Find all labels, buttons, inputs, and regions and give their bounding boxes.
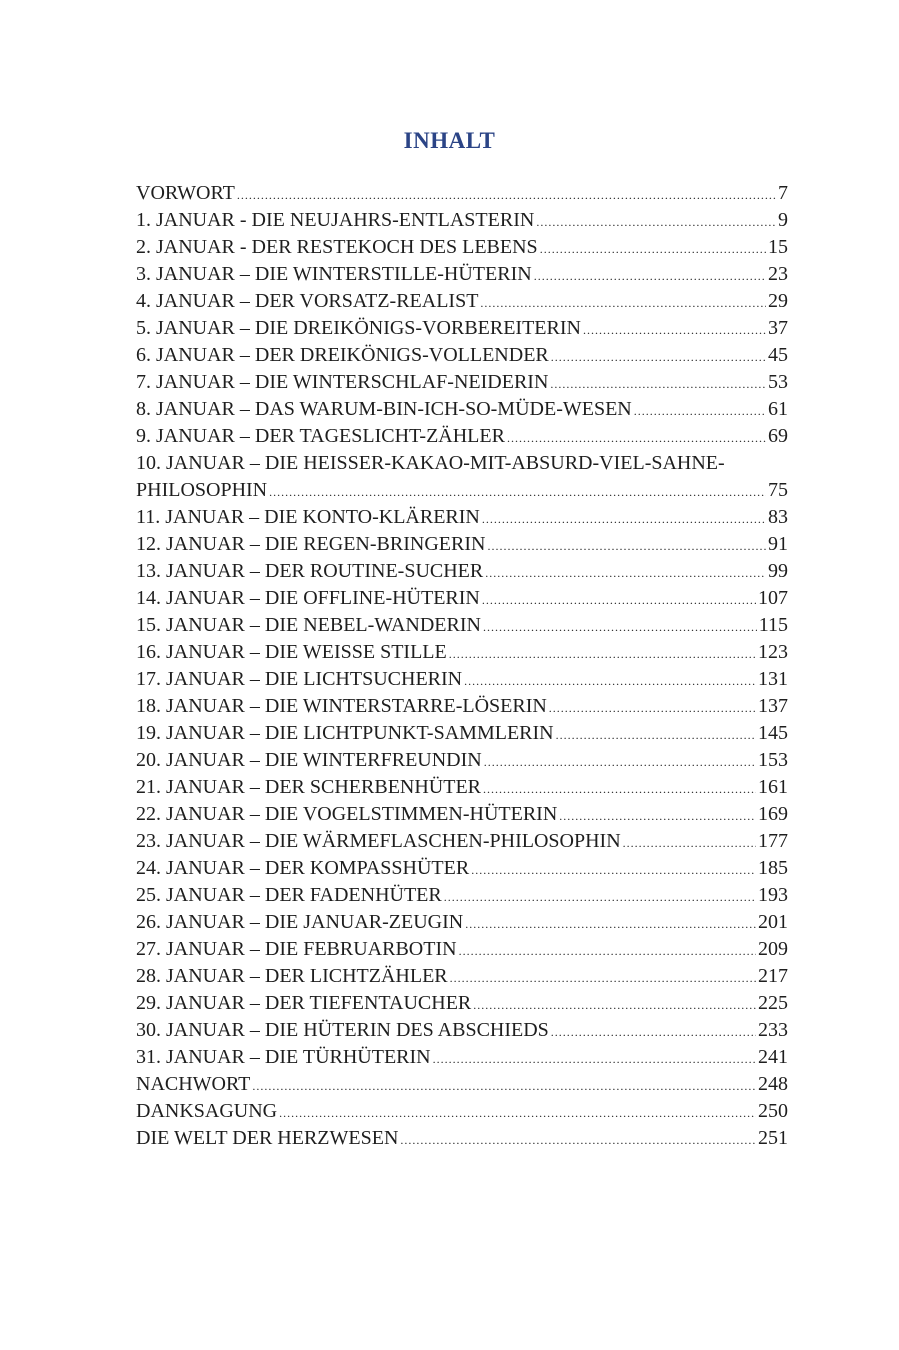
toc-entry-title: 12. JANUAR – DIE REGEN-BRINGERIN [136, 533, 486, 555]
dot-leader [551, 1019, 756, 1046]
toc-entry-title: 30. JANUAR – DIE HÜTERIN DES ABSCHIEDS [136, 1019, 549, 1041]
toc-item [136, 747, 788, 774]
toc-entry [136, 612, 788, 639]
toc-page-number: 248 [758, 1073, 788, 1095]
dot-leader [549, 695, 756, 722]
toc-item [136, 1044, 788, 1071]
toc-entry [136, 342, 788, 369]
toc-page-number: 145 [758, 722, 788, 744]
toc-entry-title: 26. JANUAR – DIE JANUAR-ZEUGIN [136, 911, 464, 933]
toc-item [136, 342, 788, 369]
toc-entry [136, 396, 788, 423]
toc-entry-title: DANKSAGUNG [136, 1100, 278, 1122]
table-of-contents [136, 180, 788, 1152]
toc-entry-title: 4. JANUAR – DER VORSATZ-REALIST [136, 290, 479, 312]
toc-entry-title: 24. JANUAR – DER KOMPASSHÜTER [136, 857, 470, 879]
dot-leader [634, 398, 766, 425]
toc-entry-title: 23. JANUAR – DIE WÄRMEFLASCHEN-PHILOSOPHIN [136, 830, 621, 852]
toc-entry-title-line1: 10. JANUAR – DIE HEISSER-KAKAO-MIT-ABSURD-VIEL-SAHNE- [136, 452, 725, 474]
toc-item [136, 504, 788, 531]
dot-leader [279, 1100, 756, 1127]
toc-entry [136, 558, 788, 585]
dot-leader [252, 1073, 756, 1100]
toc-entry [136, 1125, 788, 1152]
dot-leader [534, 263, 766, 290]
toc-page-number: 45 [768, 344, 788, 366]
toc-entry [136, 369, 788, 396]
toc-entry [136, 504, 788, 531]
toc-entry-title: 9. JANUAR – DER TAGESLICHT-ZÄHLER [136, 425, 505, 447]
toc-page-number: 185 [758, 857, 788, 879]
dot-leader [483, 776, 756, 803]
toc-entry [136, 288, 788, 315]
dot-leader [540, 236, 766, 263]
toc-page-number: 169 [758, 803, 788, 825]
toc-entry [136, 963, 788, 990]
toc-entry-title: NACHWORT [136, 1073, 251, 1095]
dot-leader [269, 479, 766, 506]
toc-entry-title: 3. JANUAR – DIE WINTERSTILLE-HÜTERIN [136, 263, 532, 285]
toc-page-number: 153 [758, 749, 788, 771]
toc-entry [136, 990, 788, 1017]
dot-leader [433, 1046, 756, 1073]
toc-entry [136, 1098, 788, 1125]
toc-item [136, 963, 788, 990]
toc-entry [136, 1044, 788, 1071]
toc-entry [136, 261, 788, 288]
toc-entry-title: 5. JANUAR – DIE DREIKÖNIGS-VORBEREITERIN [136, 317, 581, 339]
toc-entry-title: 20. JANUAR – DIE WINTERFREUNDIN [136, 749, 482, 771]
toc-entry [136, 531, 788, 558]
toc-entry [136, 720, 788, 747]
dot-leader [480, 290, 766, 317]
toc-entry-title: 6. JANUAR – DER DREIKÖNIGS-VOLLENDER [136, 344, 549, 366]
dot-leader [487, 533, 766, 560]
toc-page-number: 37 [768, 317, 788, 339]
toc-item [136, 450, 788, 504]
toc-page-number: 123 [758, 641, 788, 663]
toc-entry-title: 16. JANUAR – DIE WEISSE STILLE [136, 641, 447, 663]
toc-page-number: 193 [758, 884, 788, 906]
toc-item [136, 369, 788, 396]
toc-page-number: 9 [778, 209, 788, 231]
toc-item [136, 207, 788, 234]
toc-page-number: 225 [758, 992, 788, 1014]
toc-item [136, 612, 788, 639]
toc-entry [136, 666, 788, 693]
toc-item [136, 855, 788, 882]
toc-page-number: 177 [758, 830, 788, 852]
toc-entry-title: DIE WELT DER HERZWESEN [136, 1127, 399, 1149]
dot-leader [482, 506, 766, 533]
toc-item [136, 882, 788, 909]
toc-page-number: 69 [768, 425, 788, 447]
dot-leader [400, 1127, 756, 1154]
page-title: INHALT [403, 128, 496, 154]
toc-item [136, 990, 788, 1017]
dot-leader [536, 209, 776, 236]
toc-entry [136, 882, 788, 909]
toc-item [136, 585, 788, 612]
toc-entry-title: 25. JANUAR – DER FADENHÜTER [136, 884, 442, 906]
toc-item [136, 936, 788, 963]
dot-leader [550, 371, 766, 398]
toc-entry-title: VORWORT [136, 182, 235, 204]
toc-entry-title: 22. JANUAR – DIE VOGELSTIMMEN-HÜTERIN [136, 803, 558, 825]
dot-leader [459, 938, 756, 965]
toc-entry [136, 585, 788, 612]
toc-page-number: 233 [758, 1019, 788, 1041]
toc-item [136, 531, 788, 558]
toc-page-number: 53 [768, 371, 788, 393]
dot-leader [507, 425, 766, 452]
toc-page-number: 241 [758, 1046, 788, 1068]
dot-leader [551, 344, 766, 371]
toc-entry [136, 747, 788, 774]
toc-entry [136, 207, 788, 234]
toc-item [136, 774, 788, 801]
toc-entry-title: 28. JANUAR – DER LICHTZÄHLER [136, 965, 448, 987]
toc-item [136, 1125, 788, 1152]
dot-leader [449, 641, 756, 668]
toc-entry [136, 477, 788, 504]
dot-leader [450, 965, 756, 992]
toc-entry-title: 2. JANUAR - DER RESTEKOCH DES LEBENS [136, 236, 538, 258]
toc-page-number: 161 [758, 776, 788, 798]
toc-entry-title: 29. JANUAR – DER TIEFENTAUCHER [136, 992, 472, 1014]
toc-page-number: 251 [758, 1127, 788, 1149]
dot-leader [237, 182, 776, 209]
toc-entry-title: 19. JANUAR – DIE LICHTPUNKT-SAMMLERIN [136, 722, 554, 744]
toc-page-number: 23 [768, 263, 788, 285]
dot-leader [483, 614, 757, 641]
toc-item [136, 1098, 788, 1125]
toc-page-number: 131 [758, 668, 788, 690]
dot-leader [623, 830, 756, 857]
toc-entry-title: 13. JANUAR – DER ROUTINE-SUCHER [136, 560, 484, 582]
toc-page-number: 217 [758, 965, 788, 987]
toc-entry [136, 774, 788, 801]
toc-entry [136, 828, 788, 855]
toc-item [136, 234, 788, 261]
toc-entry [136, 315, 788, 342]
toc-item [136, 558, 788, 585]
toc-item [136, 180, 788, 207]
toc-entry-title: 7. JANUAR – DIE WINTERSCHLAF-NEIDERIN [136, 371, 549, 393]
toc-item [136, 693, 788, 720]
dot-leader [473, 992, 756, 1019]
toc-page-number: 115 [758, 614, 788, 636]
toc-entry-title: 31. JANUAR – DIE TÜRHÜTERIN [136, 1046, 431, 1068]
dot-leader [583, 317, 766, 344]
toc-page-number: 201 [758, 911, 788, 933]
dot-leader [484, 749, 756, 776]
toc-entry-title: 21. JANUAR – DER SCHERBENHÜTER [136, 776, 482, 798]
toc-entry-title: 17. JANUAR – DIE LICHTSUCHERIN [136, 668, 463, 690]
toc-item [136, 639, 788, 666]
toc-entry-title: 27. JANUAR – DIE FEBRUARBOTIN [136, 938, 457, 960]
toc-page-number: 61 [768, 398, 788, 420]
toc-page-number: 99 [768, 560, 788, 582]
dot-leader [559, 803, 756, 830]
dot-leader [471, 857, 756, 884]
toc-entry [136, 693, 788, 720]
toc-item [136, 1017, 788, 1044]
toc-page-number: 7 [778, 182, 788, 204]
toc-item [136, 828, 788, 855]
toc-entry-title: 15. JANUAR – DIE NEBEL-WANDERIN [136, 614, 481, 636]
dot-leader [485, 560, 766, 587]
toc-entry [136, 180, 788, 207]
toc-item [136, 720, 788, 747]
toc-entry [136, 801, 788, 828]
toc-page-number: 15 [768, 236, 788, 258]
toc-entry-title: 14. JANUAR – DIE OFFLINE-HÜTERIN [136, 587, 480, 609]
dot-leader [556, 722, 756, 749]
toc-page-number: 137 [758, 695, 788, 717]
toc-entry-title: PHILOSOPHIN [136, 479, 268, 501]
toc-entry [136, 1017, 788, 1044]
toc-item [136, 288, 788, 315]
toc-item [136, 423, 788, 450]
toc-entry [136, 234, 788, 261]
toc-item [136, 801, 788, 828]
toc-entry [136, 936, 788, 963]
toc-page-number: 83 [768, 506, 788, 528]
toc-entry [136, 423, 788, 450]
toc-item [136, 261, 788, 288]
toc-page-number: 250 [758, 1100, 788, 1122]
toc-page-number: 29 [768, 290, 788, 312]
toc-item [136, 666, 788, 693]
toc-item [136, 315, 788, 342]
dot-leader [482, 587, 756, 614]
toc-item [136, 396, 788, 423]
toc-entry [136, 639, 788, 666]
toc-item [136, 1071, 788, 1098]
toc-page-number: 107 [758, 587, 788, 609]
toc-entry [136, 855, 788, 882]
toc-entry [136, 909, 788, 936]
toc-entry-title: 11. JANUAR – DIE KONTO-KLÄRERIN [136, 506, 480, 528]
toc-item [136, 909, 788, 936]
dot-leader [444, 884, 756, 911]
dot-leader [465, 911, 756, 938]
toc-entry [136, 1071, 788, 1098]
dot-leader [464, 668, 756, 695]
toc-entry-title: 18. JANUAR – DIE WINTERSTARRE-LÖSERIN [136, 695, 547, 717]
toc-page-number: 75 [768, 479, 788, 501]
toc-page-number: 91 [768, 533, 788, 555]
toc-entry-title: 8. JANUAR – DAS WARUM-BIN-ICH-SO-MÜDE-WESEN [136, 398, 632, 420]
toc-page-number: 209 [758, 938, 788, 960]
toc-entry-title: 1. JANUAR - DIE NEUJAHRS-ENTLASTERIN [136, 209, 535, 231]
